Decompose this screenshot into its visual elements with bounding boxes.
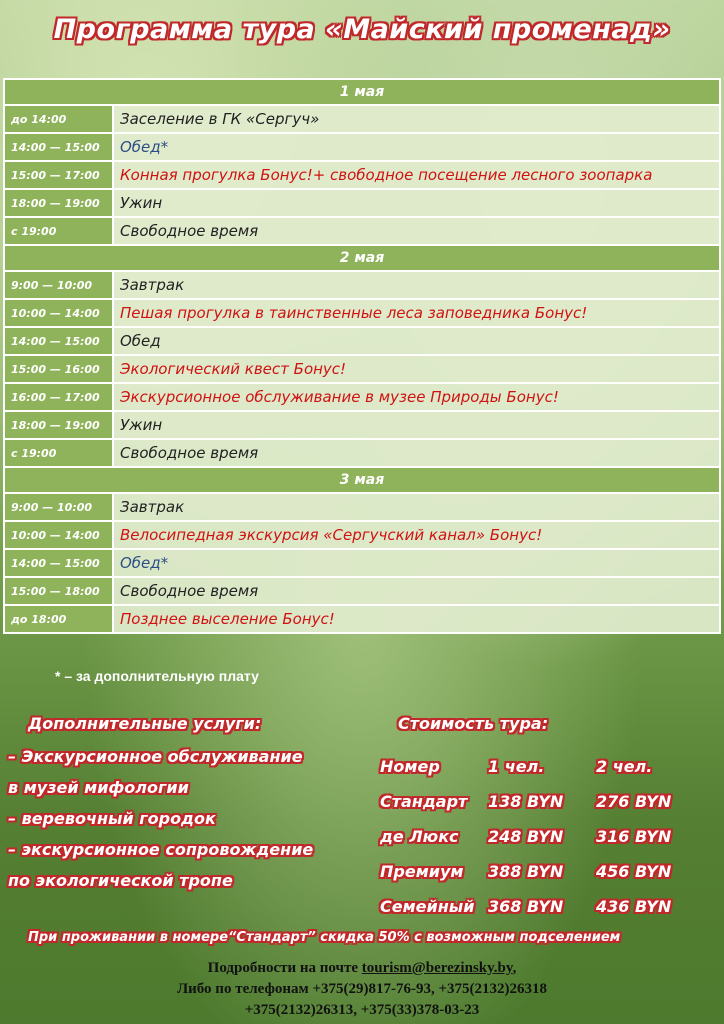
day-header-row (4, 79, 720, 105)
schedule-time: до 18:00 (4, 605, 113, 633)
schedule-time: 10:00 — 14:00 (4, 521, 113, 549)
pricing-room: Премиум (380, 862, 464, 881)
schedule-activity: Обед* (113, 549, 720, 577)
schedule-row (4, 605, 720, 633)
schedule-row (4, 161, 720, 189)
schedule-time: 9:00 — 10:00 (4, 271, 113, 299)
contacts-prefix: Подробности на почте (207, 960, 362, 976)
schedule-activity: Заселение в ГК «Сергуч» (113, 105, 720, 133)
pricing-header-one: 1 чел. (488, 757, 545, 776)
extras-line: – экскурсионное сопровождение (8, 840, 314, 859)
extras-line: по экологической тропе (8, 871, 233, 890)
page-title: Программа тура «Майский променад» (53, 14, 671, 45)
pricing-one: 138 BYN (488, 792, 564, 811)
pricing-header-row (380, 749, 696, 784)
schedule-row (4, 549, 720, 577)
schedule-activity: Экологический квест Бонус! (113, 355, 720, 383)
pricing-header-two: 2 чел. (596, 757, 653, 776)
schedule-activity: Экскурсионное обслуживание в музее Природы Бонус! (113, 383, 720, 411)
schedule-time: до 14:00 (4, 105, 113, 133)
schedule-row (4, 411, 720, 439)
schedule-row (4, 383, 720, 411)
pricing-section (380, 714, 696, 924)
pricing-row (380, 784, 696, 819)
extras-line: в музей мифологии (8, 778, 189, 797)
schedule-time: 15:00 — 16:00 (4, 355, 113, 383)
schedule-row (4, 105, 720, 133)
schedule-activity: Свободное время (113, 577, 720, 605)
pricing-table (380, 749, 696, 924)
contacts-suffix: , (512, 960, 517, 976)
day-header-row (4, 467, 720, 493)
schedule-row (4, 189, 720, 217)
schedule-row (4, 299, 720, 327)
schedule-time: 18:00 — 19:00 (4, 189, 113, 217)
discount-note: При проживании в номере“Стандарт” скидка 50% с возможным подселением (28, 930, 621, 945)
schedule-time: 16:00 — 17:00 (4, 383, 113, 411)
day-header: 3 мая (4, 467, 720, 493)
schedule-row (4, 355, 720, 383)
contacts-line-email (0, 958, 724, 979)
pricing-room: Семейный (380, 897, 475, 916)
day-header: 2 мая (4, 245, 720, 271)
schedule-row (4, 439, 720, 467)
schedule-row (4, 271, 720, 299)
schedule-activity: Позднее выселение Бонус! (113, 605, 720, 633)
schedule-activity: Обед* (113, 133, 720, 161)
schedule-activity: Свободное время (113, 439, 720, 467)
schedule-table (3, 78, 721, 634)
extras-line: – Экскурсионное обслуживание (8, 747, 303, 766)
schedule-activity: Конная прогулка Бонус!+ свободное посещение лесного зоопарка (113, 161, 720, 189)
pricing-one: 368 BYN (488, 897, 564, 916)
schedule-activity: Обед (113, 327, 720, 355)
pricing-room: де Люкс (380, 827, 459, 846)
day-header-row (4, 245, 720, 271)
schedule-time: 14:00 — 15:00 (4, 549, 113, 577)
schedule-row (4, 577, 720, 605)
pricing-room: Стандарт (380, 792, 468, 811)
pricing-two: 276 BYN (596, 792, 672, 811)
schedule-activity: Завтрак (113, 271, 720, 299)
schedule-activity: Ужин (113, 189, 720, 217)
schedule-activity: Ужин (113, 411, 720, 439)
extras-section (8, 714, 313, 902)
contacts-phones-1: Либо по телефонам +375(29)817-76-93, +375(2132)26318 (176, 981, 548, 997)
pricing-two: 436 BYN (596, 897, 672, 916)
email-link[interactable]: tourism@berezinsky.by (361, 960, 513, 976)
pricing-one: 248 BYN (488, 827, 564, 846)
pricing-heading: Стоимость тура: (398, 714, 549, 733)
contacts-phones-2: +375(2132)26313, +375(33)378-03-23 (244, 1002, 480, 1018)
schedule-time: 14:00 — 15:00 (4, 327, 113, 355)
pricing-two: 456 BYN (596, 862, 672, 881)
pricing-row (380, 889, 696, 924)
pricing-row (380, 854, 696, 889)
pricing-two: 316 BYN (596, 827, 672, 846)
extras-heading: Дополнительные услуги: (28, 714, 262, 733)
schedule-activity: Завтрак (113, 493, 720, 521)
schedule-row (4, 327, 720, 355)
pricing-one: 388 BYN (488, 862, 564, 881)
schedule-row (4, 493, 720, 521)
pricing-row (380, 819, 696, 854)
contacts-block (0, 958, 724, 1021)
footnote: * – за дополнительную плату (55, 668, 259, 684)
schedule-row (4, 521, 720, 549)
pricing-header-room: Номер (380, 757, 440, 776)
extras-line: – веревочный городок (8, 809, 216, 828)
schedule-time: 15:00 — 18:00 (4, 577, 113, 605)
schedule-row (4, 217, 720, 245)
schedule-activity: Пешая прогулка в таинственные леса заповедника Бонус! (113, 299, 720, 327)
schedule-time: с 19:00 (4, 217, 113, 245)
day-header: 1 мая (4, 79, 720, 105)
schedule-activity: Велосипедная экскурсия «Сергучский канал» Бонус! (113, 521, 720, 549)
schedule-time: 14:00 — 15:00 (4, 133, 113, 161)
schedule-activity: Свободное время (113, 217, 720, 245)
schedule-time: 18:00 — 19:00 (4, 411, 113, 439)
schedule-row (4, 133, 720, 161)
schedule-time: 10:00 — 14:00 (4, 299, 113, 327)
schedule-time: 15:00 — 17:00 (4, 161, 113, 189)
schedule-time: с 19:00 (4, 439, 113, 467)
schedule-time: 9:00 — 10:00 (4, 493, 113, 521)
